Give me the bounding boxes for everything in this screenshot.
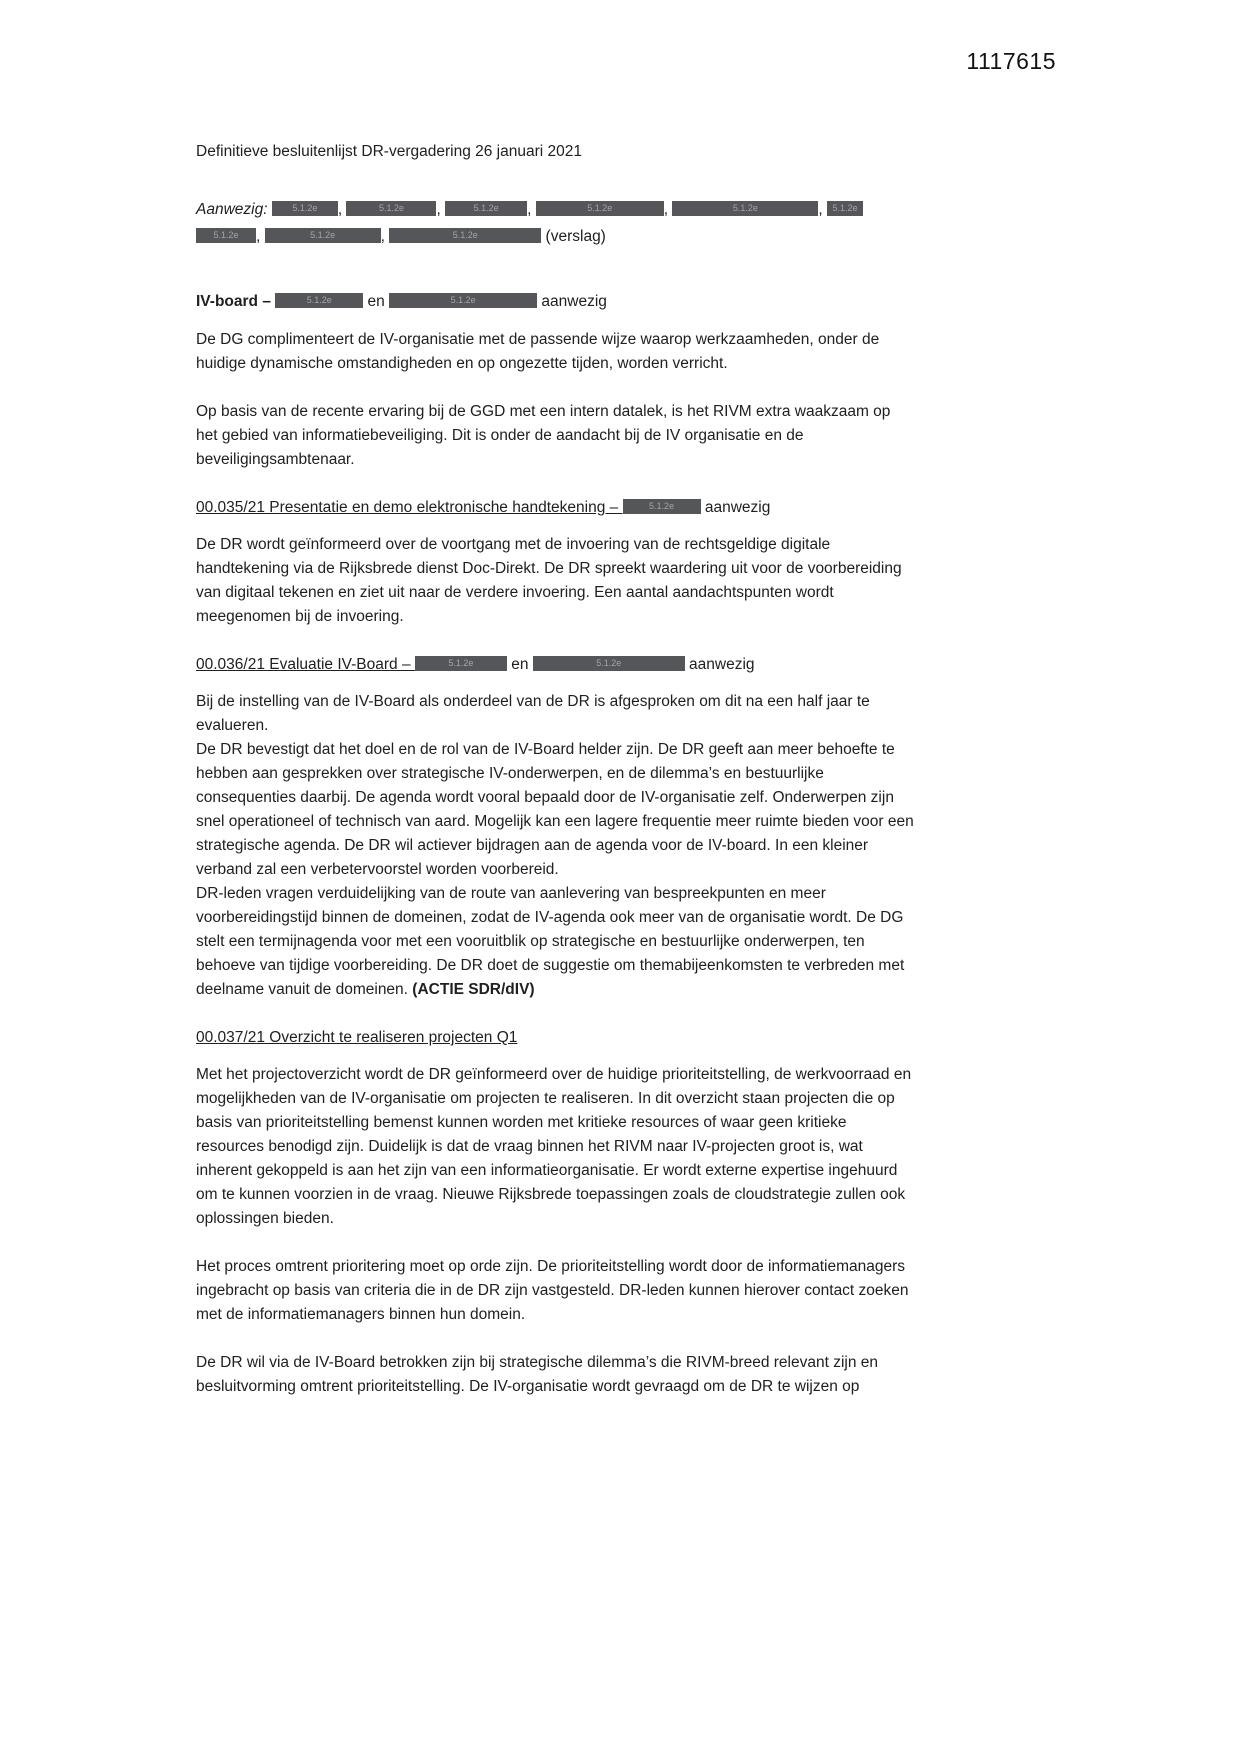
heading-text: 00.036/21 Evaluatie IV-Board – [196, 656, 415, 673]
paragraph-ggd-datalek: Op basis van de recente ervaring bij de GGD met een intern datalek, is het RIVM extra waakzaam op het gebied van informatiebeveiliging. Dit is onder de aandacht bij de IV organisatie en de beveiligingsambtenaar. [196, 403, 891, 468]
text-segment: aanwezig [684, 656, 755, 673]
redaction-box: 5.1.2e [445, 201, 527, 216]
text-segment: , [436, 201, 446, 218]
paragraph-strategische-dilemmas: De DR wil via de IV-Board betrokken zijn bij strategische dilemma’s die RIVM-breed relevant zijn en besluitvorming omtrent prioriteitstelling. De IV-organisatie wordt gevraagd om de DR te wijzen op [196, 1354, 879, 1395]
redaction-box: 5.1.2e [265, 228, 381, 243]
heading-00037: 00.037/21 Overzicht te realiseren projecten Q1 [196, 1029, 518, 1046]
ivboard-label: IV-board – [196, 293, 276, 310]
redaction-box: 5.1.2e [415, 656, 507, 671]
ivboard-line [196, 290, 914, 314]
redaction-box: 5.1.2e [389, 228, 541, 243]
paragraph-iv-board-evaluatie-2: De DR bevestigt dat het doel en de rol van de IV-Board helder zijn. De DR geeft aan meer behoefte te hebben aan gesprekken over strategische IV-onderwerpen, en de dilemma’s en bestuurlijke consequenties daarbij. De agenda wordt vooral bepaald door de IV-organisatie zelf. Onderwerpen zijn snel operationeel of technisch van aard. Mogelijk kan een lagere frequentie meer ruimte bieden voor een strategische agenda. De DR wil actiever bijdragen aan de agenda voor de IV-board. In een kleiner verband zal een verbetervoorstel worden voorbereid. [196, 741, 914, 878]
paragraph-digitale-handtekening: De DR wordt geïnformeerd over de voortgang met de invoering van de rechtsgeldige digitale handtekening via de Rijksbrede dienst Doc-Direkt. De DR spreekt waardering uit voor de voorbereiding van digitaal tekenen en ziet uit naar de verdere invoering. Een aantal aandachtspunten wordt meegenomen bij de invoering. [196, 536, 902, 625]
heading-00035 [196, 496, 914, 520]
redaction-box: 5.1.2e [389, 293, 537, 308]
redaction-box: 5.1.2e [827, 201, 863, 216]
text-segment: , [818, 201, 827, 218]
text-segment: en [363, 293, 390, 310]
redaction-box: 5.1.2e [536, 201, 664, 216]
action-label: (ACTIE SDR/dIV) [412, 981, 535, 998]
text-segment: aanwezig [537, 293, 607, 310]
redaction-box: 5.1.2e [672, 201, 818, 216]
redaction-box: 5.1.2e [196, 228, 256, 243]
heading-00036 [196, 653, 914, 677]
text-segment: , [663, 201, 673, 218]
document-title: Definitieve besluitenlijst DR-vergadering 26 januari 2021 [196, 143, 582, 160]
text-segment: , [380, 228, 390, 245]
redaction-box: 5.1.2e [533, 656, 685, 671]
redaction-box: 5.1.2e [623, 499, 701, 514]
text-segment: , [256, 228, 265, 245]
paragraph-iv-board-evaluatie-1: Bij de instelling van de IV-Board als onderdeel van de DR is afgesproken om dit na een half jaar te evalueren. [196, 693, 870, 734]
attendees-label: Aanwezig: [196, 201, 272, 218]
doc-number: 1117615 [966, 48, 1056, 74]
paragraph-dg-compliment: De DG complimenteert de IV-organisatie met de passende wijze waarop werkzaamheden, onder de huidige dynamische omstandigheden en op ongezette tijden, worden verricht. [196, 331, 880, 372]
redaction-box: 5.1.2e [272, 201, 338, 216]
verslag-label: (verslag) [541, 228, 606, 245]
document-content [196, 140, 914, 1423]
text-segment: aanwezig [700, 499, 771, 516]
attendees-line [196, 196, 914, 250]
redaction-box: 5.1.2e [275, 293, 363, 308]
heading-text: 00.035/21 Presentatie en demo elektronische handtekening – [196, 499, 623, 516]
paragraph-iv-board-evaluatie-3 [196, 882, 914, 1002]
text-segment: DR-leden vragen verduidelijking van de route van aanlevering van bespreekpunten en meer voorbereidingstijd binnen de domeinen, zodat de IV-agenda ook meer van de organisatie wordt. De DG stelt een termijnagenda voor met een vooruitblik op strategische en bestuurlijke onderwerpen, ten behoeve van tijdige voorbereiding. De DR doet de suggestie om themabijeenkomsten te verbreden met deelname vanuit de domeinen. [196, 885, 905, 998]
text-segment: en [506, 656, 533, 673]
paragraph-projectoverzicht: Met het projectoverzicht wordt de DR geïnformeerd over de huidige prioriteitstelling, de werkvoorraad en mogelijkheden van de IV-organisatie om projecten te realiseren. In dit overzicht staan projecten die op basis van prioriteitstelling bemenst kunnen worden met kritieke resources of waar geen kritieke resources benodigd zijn. Duidelijk is dat de vraag binnen het RIVM naar IV-projecten groot is, wat inherent gekoppeld is aan het zijn van een informatieorganisatie. Er wordt externe expertise ingehuurd om te kunnen voorzien in de vraag. Nieuwe Rijksbrede toepassingen zoals de cloudstrategie zullen ook oplossingen bieden. [196, 1066, 912, 1227]
redaction-box: 5.1.2e [346, 201, 436, 216]
paragraph-prioritering: Het proces omtrent prioritering moet op orde zijn. De prioriteitstelling wordt door de informatiemanagers ingebracht op basis van criteria die in de DR zijn vastgesteld. DR-leden kunnen hierover contact zoeken met de informatiemanagers binnen hun domein. [196, 1258, 909, 1323]
text-segment: , [337, 201, 347, 218]
text-segment: , [527, 201, 536, 218]
